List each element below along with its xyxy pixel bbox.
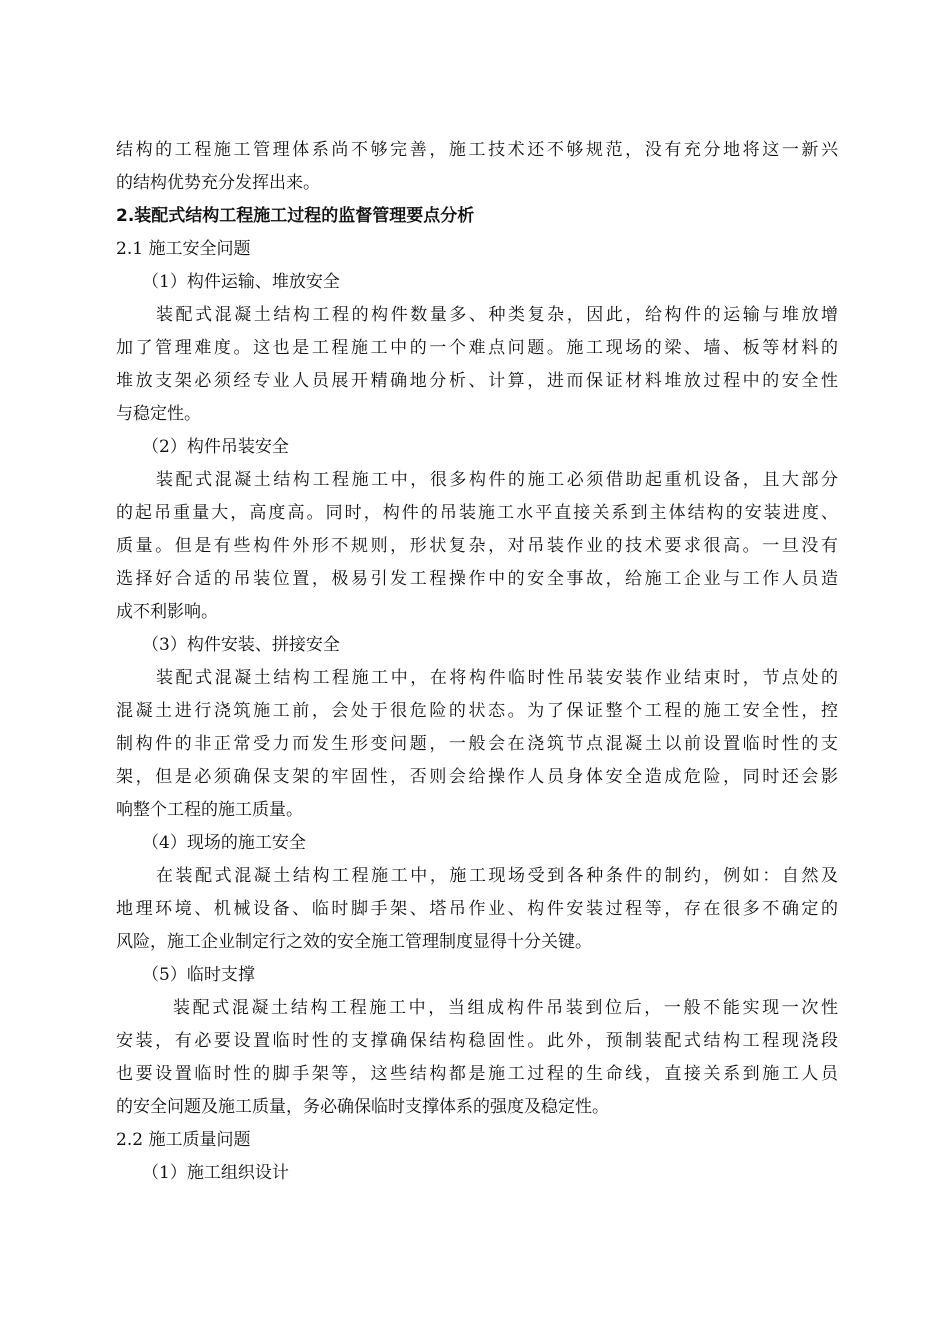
subsection-item: （5）临时支撑: [142, 965, 255, 985]
text-line: 与稳定性。: [116, 404, 201, 424]
text-line: 堆放支架必须经专业人员展开精确地分析、计算，进而保证材料堆放过程中的安全性: [116, 371, 838, 391]
text-line: 的安全问题及施工质量，务必确保临时支撑体系的强度及稳定性。: [116, 1097, 609, 1117]
text-line: 装配式混凝土结构工程施工中，很多构件的施工必须借助起重机设备，且大部分: [156, 470, 838, 490]
text-line: 混凝土进行浇筑施工前，会处于很危险的状态。为了保证整个工程的施工安全性，控: [116, 701, 838, 721]
subsection-item: （1）施工组织设计: [142, 1163, 289, 1183]
text-line: 安装，有必要设置临时性的支撑确保结构稳固性。此外，预制装配式结构工程现浇段: [116, 1031, 838, 1051]
text-line: 2.2 施工质量问题: [116, 1130, 251, 1150]
subsection-item: （1）构件运输、堆放安全: [142, 272, 340, 292]
document-body: [116, 134, 838, 1190]
text-line: 的起吊重量大，高度高。同时，构件的吊装施工水平直接关系到主体结构的安装进度、: [116, 503, 838, 523]
text-line: 装配式混凝土结构工程施工中，在将构件临时性吊装安装作业结束时，节点处的: [156, 668, 838, 688]
text-line: 结构的工程施工管理体系尚不够完善，施工技术还不够规范，没有充分地将这一新兴: [116, 140, 838, 160]
text-line: 加了管理难度。这也是工程施工中的一个难点问题。施工现场的梁、墙、板等材料的: [116, 338, 838, 358]
text-line: 装配式混凝土结构工程施工中，当组成构件吊装到位后，一般不能实现一次性: [173, 998, 838, 1018]
subsection-item: （4）现场的施工安全: [142, 833, 306, 853]
text-line: 风险，施工企业制定行之效的安全施工管理制度显得十分关键。: [116, 932, 592, 952]
text-line: 架，但是必须确保支架的牢固性，否则会给操作人员身体安全造成危险，同时还会影: [116, 767, 838, 787]
text-line: 2.1 施工安全问题: [116, 239, 251, 259]
text-line: 响整个工程的施工质量。: [116, 800, 303, 820]
subsection-item: （3）构件安装、拼接安全: [142, 635, 340, 655]
section-heading: 2.装配式结构工程施工过程的监督管理要点分析: [116, 206, 475, 226]
text-line: 在装配式混凝土结构工程施工中，施工现场受到各种条件的制约，例如：自然及: [156, 866, 838, 886]
subsection-item: （2）构件吊装安全: [142, 437, 289, 457]
text-line: 制构件的非正常受力而发生形变问题，一般会在浇筑节点混凝土以前设置临时性的支: [116, 734, 838, 754]
text-line: 质量。但是有些构件外形不规则，形状复杂，对吊装作业的技术要求很高。一旦没有: [116, 536, 838, 556]
text-line: 地理环境、机械设备、临时脚手架、塔吊作业、构件安装过程等，存在很多不确定的: [116, 899, 838, 919]
text-line: 装配式混凝土结构工程的构件数量多、种类复杂，因此，给构件的运输与堆放增: [156, 305, 838, 325]
text-line: 成不利影响。: [116, 602, 218, 622]
text-line: 选择好合适的吊装位置，极易引发工程操作中的安全事故，给施工企业与工作人员造: [116, 569, 838, 589]
text-line: 也要设置临时性的脚手架等，这些结构都是施工过程的生命线，直接关系到施工人员: [116, 1064, 838, 1084]
text-line: 的结构优势充分发挥出来。: [116, 173, 320, 193]
